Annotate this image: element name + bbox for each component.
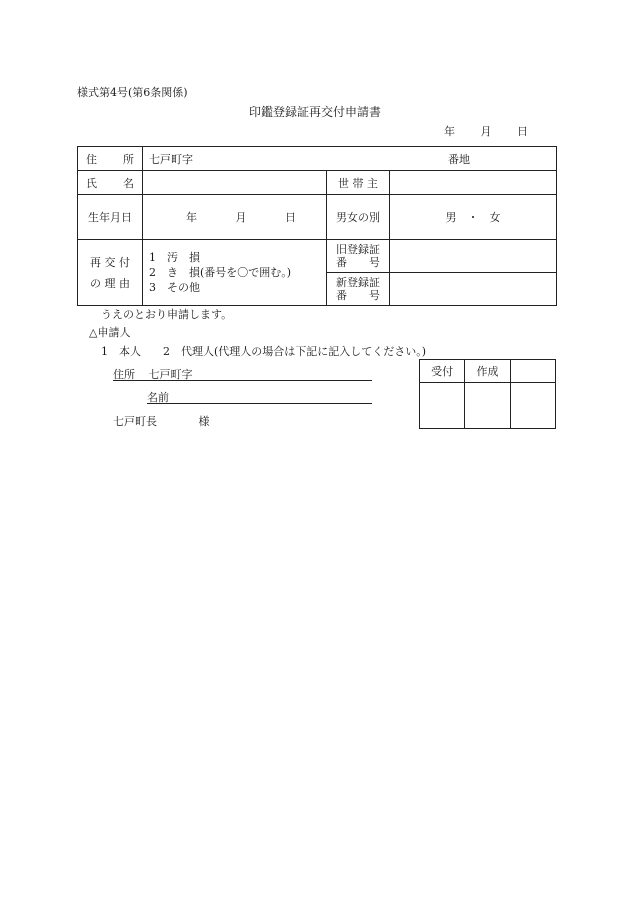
office-use-box <box>419 359 556 429</box>
address-suffix: 番地 <box>448 152 470 166</box>
reason-item-soiled: 1 汚 損 <box>149 251 200 264</box>
addressee-honorific: 様 <box>198 415 210 428</box>
date-line <box>444 123 528 139</box>
address-field[interactable] <box>143 147 557 171</box>
reason-options[interactable] <box>143 240 327 306</box>
birth-year-label: 年 <box>186 211 197 224</box>
agent-name-label: 名前 <box>147 391 169 404</box>
old-card-label-line2: 番 号 <box>336 256 380 269</box>
reason-label-line2: の 理 由 <box>90 276 130 290</box>
new-card-number-field[interactable] <box>390 273 557 306</box>
birth-label: 生年月日 <box>78 195 143 240</box>
date-day-label: 日 <box>517 125 528 138</box>
name-row <box>78 171 557 195</box>
gender-label: 男女の別 <box>327 195 390 240</box>
form-number: 様式第4号(第6条関係) <box>77 86 188 99</box>
date-month-label: 月 <box>480 125 492 138</box>
received-header: 受付 <box>420 360 465 383</box>
address-row <box>78 147 557 171</box>
addressee <box>113 413 210 429</box>
agent-name-line[interactable] <box>147 389 372 404</box>
reason-label-line1: 再 交 付 <box>90 255 130 269</box>
reason-item-other: 3 その他 <box>149 281 200 294</box>
birth-month-label: 月 <box>235 211 247 224</box>
application-form-table <box>77 146 557 306</box>
address-label-cell: 住 所 <box>78 147 143 171</box>
new-card-number-label <box>327 273 390 306</box>
old-card-number-label <box>327 240 390 273</box>
new-card-label-line1: 新登録証 <box>336 276 380 289</box>
birth-row <box>78 195 557 240</box>
gender-options[interactable]: 男 ・ 女 <box>390 195 557 240</box>
statement-text: うえのとおり申請します。 <box>101 308 233 321</box>
name-label-cell: 氏 名 <box>78 171 143 195</box>
household-head-field[interactable] <box>390 171 557 195</box>
old-card-label-line1: 旧登録証 <box>336 243 380 256</box>
applicant-options[interactable]: 1 本人 2 代理人(代理人の場合は下記に記入してください。) <box>101 345 427 358</box>
created-stamp-cell[interactable] <box>465 383 510 429</box>
household-head-label: 世 帯 主 <box>327 171 390 195</box>
created-header: 作成 <box>465 360 510 383</box>
reason-item-damaged: 2 き 損(番号を〇で囲む。) <box>149 266 292 279</box>
agent-address-line[interactable] <box>113 366 372 381</box>
agent-address-value: 七戸町字 <box>148 368 193 381</box>
new-card-label-line2: 番 号 <box>336 289 380 302</box>
blank-header <box>510 360 555 383</box>
received-stamp-cell[interactable] <box>420 383 465 429</box>
birth-day-label: 日 <box>285 211 296 224</box>
old-card-number-field[interactable] <box>390 240 557 273</box>
page-title: 印鑑登録証再交付申請書 <box>249 105 382 119</box>
reason-label-cell <box>78 240 143 306</box>
agent-address-label: 住所 <box>113 368 135 381</box>
name-field[interactable] <box>143 171 327 195</box>
blank-stamp-cell[interactable] <box>510 383 555 429</box>
date-year-label: 年 <box>444 125 455 138</box>
reason-row-old <box>78 240 557 273</box>
applicant-heading: △申請人 <box>89 326 131 339</box>
address-town-prefix: 七戸町字 <box>149 152 193 166</box>
addressee-mayor: 七戸町長 <box>113 415 157 428</box>
birth-date-field[interactable] <box>143 195 327 240</box>
